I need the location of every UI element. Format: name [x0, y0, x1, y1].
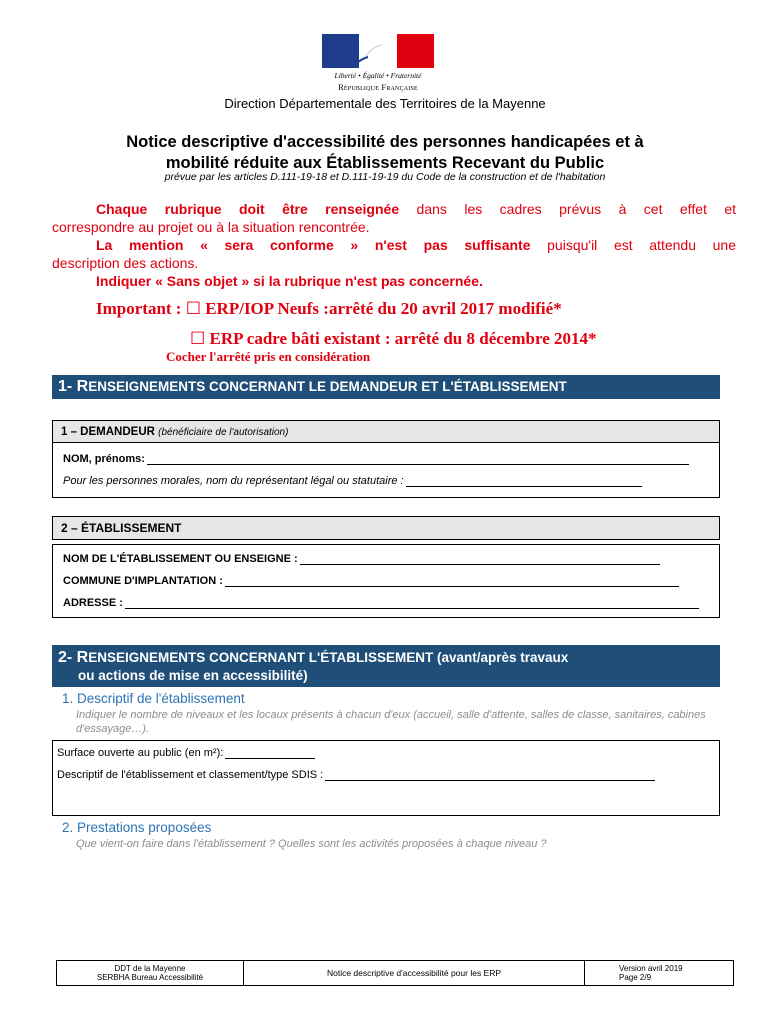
- footer-center: Notice descriptive d'accessibilité pour les ERP: [244, 961, 585, 985]
- section-2-title: ENSEIGNEMENTS CONCERNANT L'ÉTABLISSEMENT (avant/après travaux: [88, 650, 569, 665]
- important-note: Cocher l'arrêté pris en considération: [166, 349, 371, 364]
- republique-francaise-logo: [320, 34, 436, 92]
- etablissement-header-frame: [52, 516, 720, 540]
- demandeur-header: [53, 421, 719, 443]
- adresse-field[interactable]: [125, 597, 699, 609]
- page-footer: [56, 960, 734, 986]
- instruction-3: Indiquer « Sans objet » si la rubrique n'est pas concernée.: [96, 273, 483, 289]
- surface-row: [57, 747, 315, 759]
- section-2-title-line-1: [58, 649, 720, 667]
- etablissement-title: 2 – ÉTABLISSEMENT: [61, 521, 182, 535]
- nom-etablissement-label: NOM DE L'ÉTABLISSEMENT OU ENSEIGNE :: [63, 553, 298, 565]
- important-line: [96, 299, 562, 319]
- adresse-row: [63, 597, 699, 609]
- section-1-number: 1- R: [58, 378, 89, 395]
- section-1-title: ENSEIGNEMENTS CONCERNANT LE DEMANDEUR ET L'ÉTABLISSEMENT: [88, 379, 567, 394]
- descriptif-frame: [52, 740, 720, 816]
- representant-row: [63, 475, 642, 487]
- footer-left: [57, 961, 244, 985]
- classement-label: Descriptif de l'établissement et classement/type SDIS :: [57, 769, 324, 781]
- footer-right: [585, 961, 733, 985]
- ddt-heading: Direction Départementale des Territoires de la Mayenne: [224, 96, 546, 111]
- footer-bureau: SERBHA Bureau Accessibilité: [96, 973, 204, 982]
- instruction-1-line-2: correspondre au projet ou à la situation rencontrée.: [52, 219, 370, 235]
- instruction-1-rest: dans les cadres prévus à cet effet et: [399, 201, 736, 217]
- option-existant: ERP cadre bâti existant : arrêté du 8 décembre 2014*: [205, 329, 597, 348]
- commune-label: COMMUNE D'IMPLANTATION :: [63, 575, 223, 587]
- classement-field[interactable]: [325, 769, 655, 781]
- section-1-header: [52, 375, 720, 399]
- title-line-2: mobilité réduite aux Établissements Recevant du Public: [165, 154, 605, 172]
- section-2-number: 2- R: [58, 649, 89, 666]
- nom-prenoms-row: [63, 453, 689, 465]
- existing-line: [190, 329, 597, 349]
- nom-etablissement-row: [63, 553, 660, 565]
- document-title: [60, 132, 710, 174]
- instruction-2-bold: La mention « sera conforme » n'est pas suffisante: [96, 237, 531, 253]
- demandeur-title: 1 – DEMANDEUR: [61, 426, 159, 438]
- instruction-2-line-1: [52, 236, 736, 254]
- commune-field[interactable]: [225, 575, 679, 587]
- option-neufs: ERP/IOP Neufs :arrêté du 20 avril 2017 modifié*: [200, 299, 562, 318]
- footer-version: Version avril 2019: [619, 964, 683, 973]
- important-label: Important :: [96, 299, 186, 318]
- nom-prenoms-field[interactable]: [147, 453, 689, 465]
- prestations-instructions: Que vient-on faire dans l'établissement ? Quelles sont les activités proposées à chaque niveau ?: [76, 838, 547, 850]
- prestations-heading: 2. Prestations proposées: [62, 820, 212, 835]
- demandeur-note: (bénéficiaire de l'autorisation): [158, 427, 289, 438]
- document-subtitle: prévue par les articles D.111-19-18 et D.111-19-19 du Code de la construction et de l'habitation: [164, 171, 606, 183]
- nom-etablissement-field[interactable]: [300, 553, 660, 565]
- republic-motto: Liberté • Égalité • Fraternité: [334, 71, 422, 80]
- footer-ddt: DDT de la Mayenne: [114, 964, 186, 973]
- checkbox-existant[interactable]: ☐: [190, 329, 206, 348]
- title-line-1: Notice descriptive d'accessibilité des personnes handicapées et à: [126, 133, 644, 151]
- section-2-header: [52, 645, 720, 687]
- demandeur-frame: [52, 420, 720, 498]
- representant-field[interactable]: [406, 475, 642, 487]
- surface-field[interactable]: [225, 747, 315, 759]
- instruction-1-bold: Chaque rubrique doit être renseignée: [96, 201, 400, 217]
- republic-name: République Française: [338, 82, 418, 92]
- instruction-2-line-2: description des actions.: [52, 255, 199, 271]
- footer-page-number: Page 2/9: [619, 973, 652, 982]
- descriptif-heading: 1. Descriptif de l'établissement: [62, 691, 245, 706]
- nom-prenoms-label: NOM, prénoms:: [63, 453, 145, 465]
- marianne-profile-icon: [350, 36, 406, 68]
- descriptif-instructions: Indiquer le nombre de niveaux et les locaux présents à chacun d'eux (accueil, salle d'attente, salles de classe, sanitaires, cabines d'essayage…).: [76, 709, 706, 735]
- section-2-title-line-2: ou actions de mise en accessibilité): [78, 668, 308, 683]
- surface-label: Surface ouverte au public (en m²):: [57, 747, 224, 759]
- classement-row: [57, 769, 655, 781]
- adresse-label: ADRESSE :: [63, 597, 123, 609]
- checkbox-neufs[interactable]: ☐: [185, 299, 201, 318]
- commune-row: [63, 575, 679, 587]
- etablissement-frame: [52, 544, 720, 618]
- instruction-1-line-1: [52, 200, 736, 218]
- representant-label: Pour les personnes morales, nom du représentant légal ou statutaire :: [63, 475, 404, 487]
- marianne-flag-icon: [322, 34, 434, 68]
- instruction-2-rest: puisqu'il est attendu une: [530, 237, 736, 253]
